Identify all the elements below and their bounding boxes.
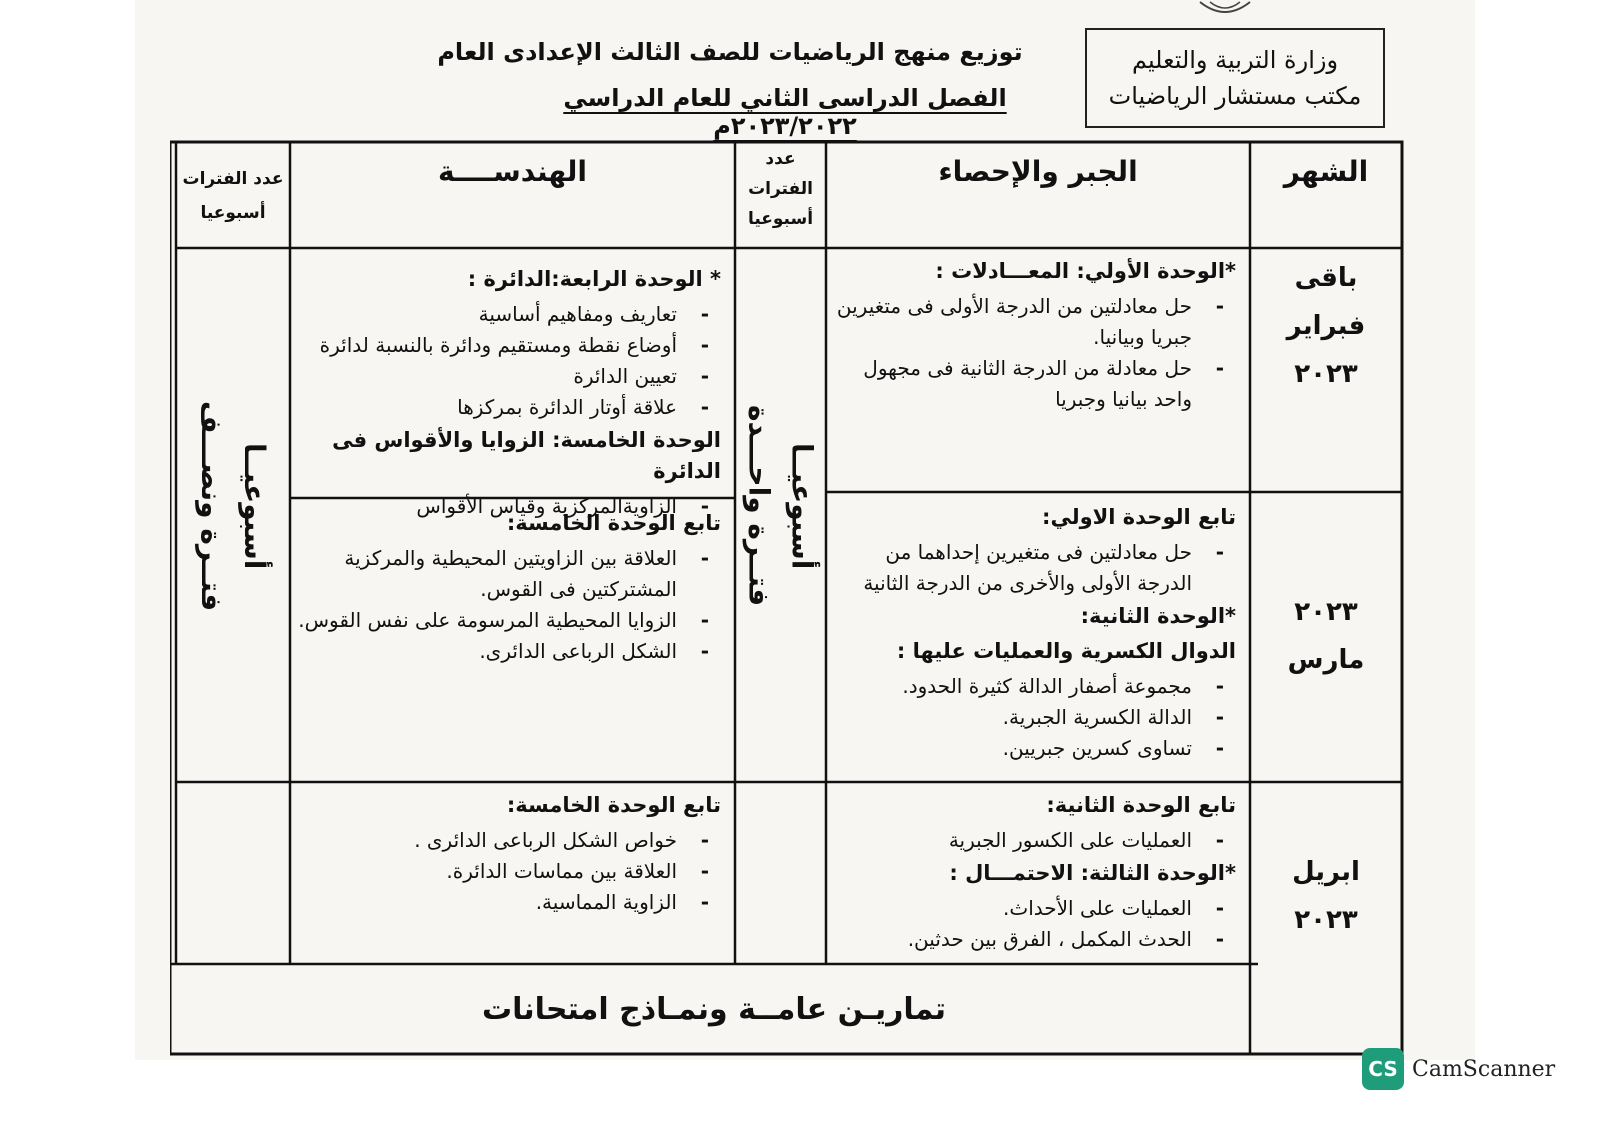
topic-list: [832, 825, 1236, 856]
topic-item: - العلاقة بين مماسات الدائرة.: [296, 856, 721, 887]
page-title: توزيع منهج الرياضيات للصف الثالث الإعدادى العام: [437, 38, 1023, 66]
topic-list: [296, 299, 721, 423]
algebra-periods-label: فتــرة واحـــدة أسبوعيــا: [742, 405, 819, 607]
unit-title: * الوحدة الرابعة:الدائرة :: [467, 267, 721, 291]
topic-list: [832, 671, 1236, 764]
topic-list: [296, 543, 721, 667]
topic-item: - حل معادلتين من الدرجة الأولى فى متغيرين جبريا وبيانيا.: [832, 291, 1236, 353]
topic-item: - الزاوية المماسية.: [296, 887, 721, 918]
month-cell-april: ابريل ٢٠٢٣: [1292, 857, 1360, 935]
topic-item: - الحدث المكمل ، الفرق بين حدثين.: [832, 924, 1236, 955]
topic-item: - حل معادلة من الدرجة الثانية فى مجهول واحد بيانيا وجبريا: [832, 353, 1236, 415]
camscanner-logo-icon: CS: [1362, 1048, 1404, 1090]
unit-title: الدوال الكسرية والعمليات عليها :: [896, 639, 1236, 663]
month-column-header: الشهر: [1283, 155, 1369, 188]
topic-item: - تعاريف ومفاهيم أساسية: [296, 299, 721, 330]
unit-title: تابع الوحدة الخامسة:: [506, 511, 721, 535]
curriculum-table: [170, 136, 1410, 1056]
algebra-periods-header: عدد الفترات أسبوعيا: [747, 149, 814, 229]
topic-item: - تساوى كسرين جبريين.: [832, 733, 1236, 764]
topic-list: [832, 893, 1236, 955]
ministry-logo: [1195, 0, 1255, 20]
general-exercises-row: تماريـن عامــة ونمـاذج امتحانات: [481, 992, 947, 1027]
geometry-column-header: الهندســــة: [438, 155, 587, 188]
algebra-cell-march: [832, 500, 1244, 780]
ministry-name: وزارة التربية والتعليم: [1131, 46, 1339, 74]
unit-title: تابع الوحدة الاولي:: [1042, 505, 1236, 529]
topic-item: - العمليات على الأحداث.: [832, 893, 1236, 924]
ministry-box: [1085, 28, 1385, 128]
unit-title: *الوحدة الأولي: المعـــادلات :: [935, 259, 1236, 283]
topic-list: [296, 825, 721, 918]
topic-item: - الشكل الرباعى الدائرى.: [296, 636, 721, 667]
month-cell-february: باقى فبراير ٢٠٢٣: [1286, 263, 1366, 389]
unit-title: *الوحدة الثالثة: الاحتمـــال :: [949, 861, 1236, 885]
topic-item: - الدالة الكسرية الجبرية.: [832, 702, 1236, 733]
algebra-cell-april: [832, 788, 1244, 962]
topic-item: - الزوايا المحيطية المرسومة على نفس القوس.: [296, 605, 721, 636]
algebra-cell-february: [832, 254, 1244, 490]
unit-title: *الوحدة الثانية:: [1080, 604, 1236, 628]
camscanner-label: CamScanner: [1412, 1056, 1556, 1082]
algebra-column-header: الجبر والإحصاء: [938, 155, 1138, 188]
topic-item: - العلاقة بين الزاويتين المحيطية والمركزية المشتركتين فى القوس.: [296, 543, 721, 605]
topic-item: - علاقة أوتار الدائرة بمركزها: [296, 392, 721, 423]
topic-list: [832, 291, 1236, 415]
unit-title: الوحدة الخامسة: الزوايا والأقواس فى الدائرة: [332, 428, 721, 483]
unit-title: تابع الوحدة الثانية:: [1046, 793, 1236, 817]
unit-title: تابع الوحدة الخامسة:: [506, 793, 721, 817]
month-cell-march: ٢٠٢٣ مارس: [1287, 597, 1365, 675]
geometry-periods-header: عدد الفترات أسبوعيا: [182, 169, 284, 223]
topic-item: - الزاويةالمركزية وقياس الأقواس: [296, 491, 721, 522]
camscanner-watermark: [1362, 1048, 1555, 1090]
topic-item: - مجموعة أصفار الدالة كثيرة الحدود.: [832, 671, 1236, 702]
geometry-periods-label: فتــرة ونصـــف أسبوعيــا: [195, 400, 271, 612]
topic-item: - حل معادلتين فى متغيرين إحداهما من الدرجة الأولى والأخرى من الدرجة الثانية: [832, 537, 1236, 599]
topic-item: - تعيين الدائرة: [296, 361, 721, 392]
geometry-cell-april: [296, 788, 729, 962]
topic-list: [832, 537, 1236, 599]
term-subtitle: الفصل الدراسى الثاني للعام الدراسي ٢٠٢٣/٢٠٢٢م: [563, 84, 1007, 140]
geometry-cell-march: [296, 506, 729, 780]
topic-item: - خواص الشكل الرباعى الدائرى .: [296, 825, 721, 856]
office-name: مكتب مستشار الرياضيات: [1108, 82, 1362, 110]
topic-item: - العمليات على الكسور الجبرية: [832, 825, 1236, 856]
geometry-cell-february: [296, 262, 729, 518]
topic-item: - أوضاع نقطة ومستقيم ودائرة بالنسبة لدائرة: [296, 330, 721, 361]
